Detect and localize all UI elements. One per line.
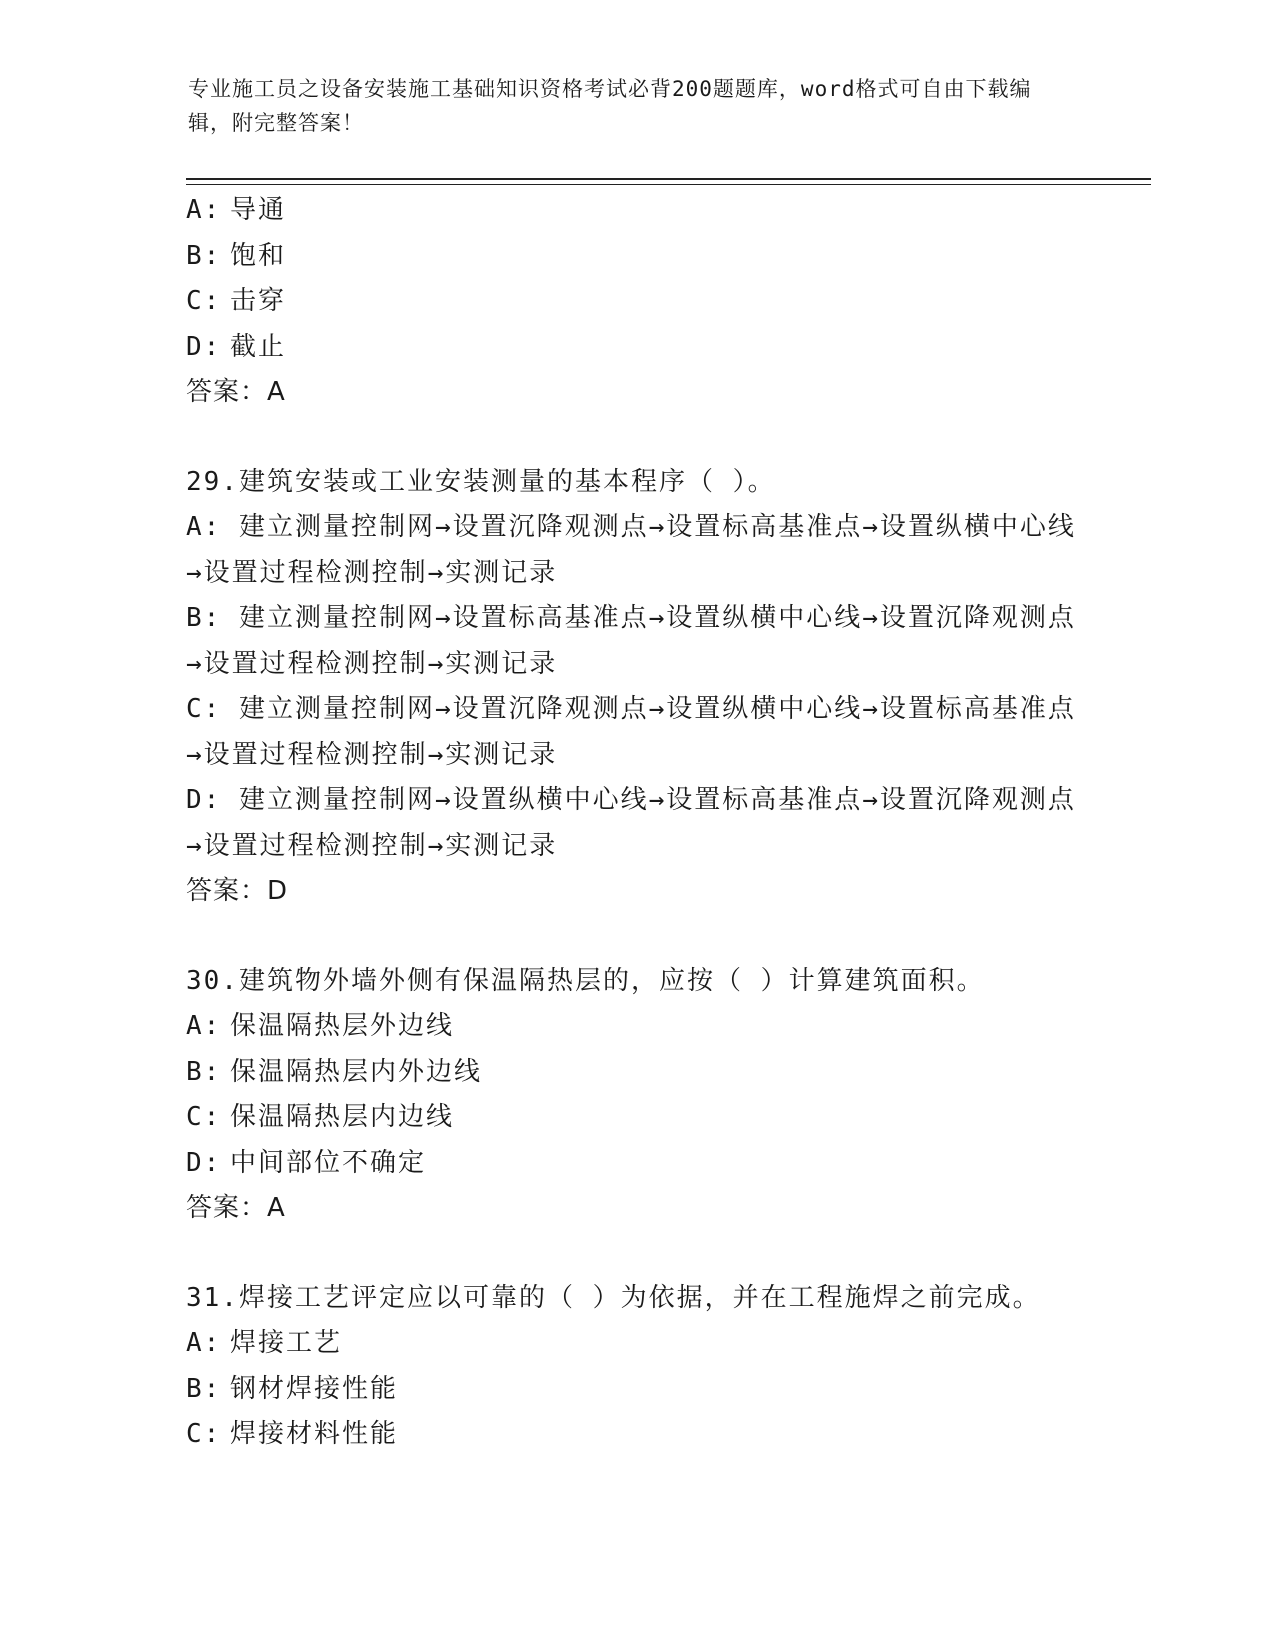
header-divider-thin	[186, 184, 1151, 185]
option-d: D: 截止	[186, 331, 287, 362]
option-a: A: 焊接工艺	[186, 1328, 343, 1358]
answer-line: 答案：A	[186, 377, 286, 407]
option-b: B: 饱和	[186, 240, 287, 271]
question-30	[186, 959, 1086, 1232]
answer-line: 答案：A	[186, 1193, 286, 1223]
option-b: B: 建立测量控制网→设置标高基准点→设置纵横中心线→设置沉降观测点→设置过程检测控制→实测记录	[186, 603, 1076, 679]
question-text: 29.建筑安装或工业安装测量的基本程序（ ）。	[186, 466, 776, 497]
question-28	[186, 188, 1086, 416]
option-a: A: 建立测量控制网→设置沉降观测点→设置标高基准点→设置纵横中心线→设置过程检测控制→实测记录	[186, 512, 1076, 588]
option-a: A: 导通	[186, 195, 287, 225]
question-list	[186, 188, 1086, 1458]
question-31	[186, 1276, 1086, 1458]
question-29	[186, 460, 1086, 915]
option-c: C: 保温隔热层内边线	[186, 1102, 455, 1132]
option-b: B: 钢材焊接性能	[186, 1373, 399, 1404]
option-d: D: 建立测量控制网→设置纵横中心线→设置标高基准点→设置沉降观测点→设置过程检测控制→实测记录	[186, 785, 1076, 861]
header-divider	[186, 178, 1151, 180]
spacer	[186, 1232, 1086, 1276]
option-c: C: 击穿	[186, 286, 287, 316]
option-c: C: 焊接材料性能	[186, 1419, 399, 1449]
option-b: B: 保温隔热层内外边线	[186, 1056, 483, 1087]
answer-line: 答案：D	[186, 876, 289, 906]
document-header: 专业施工员之设备安装施工基础知识资格考试必背200题题库，word格式可自由下载编辑，附完整答案！	[188, 77, 1032, 135]
spacer	[186, 915, 1086, 959]
option-d: D: 中间部位不确定	[186, 1147, 427, 1178]
question-text: 31.焊接工艺评定应以可靠的（ ）为依据，并在工程施焊之前完成。	[186, 1282, 1041, 1313]
option-a: A: 保温隔热层外边线	[186, 1011, 455, 1041]
option-c: C: 建立测量控制网→设置沉降观测点→设置纵横中心线→设置标高基准点→设置过程检测控制→实测记录	[186, 694, 1076, 770]
question-text: 30.建筑物外墙外侧有保温隔热层的，应按（ ）计算建筑面积。	[186, 965, 985, 996]
spacer	[186, 416, 1086, 460]
